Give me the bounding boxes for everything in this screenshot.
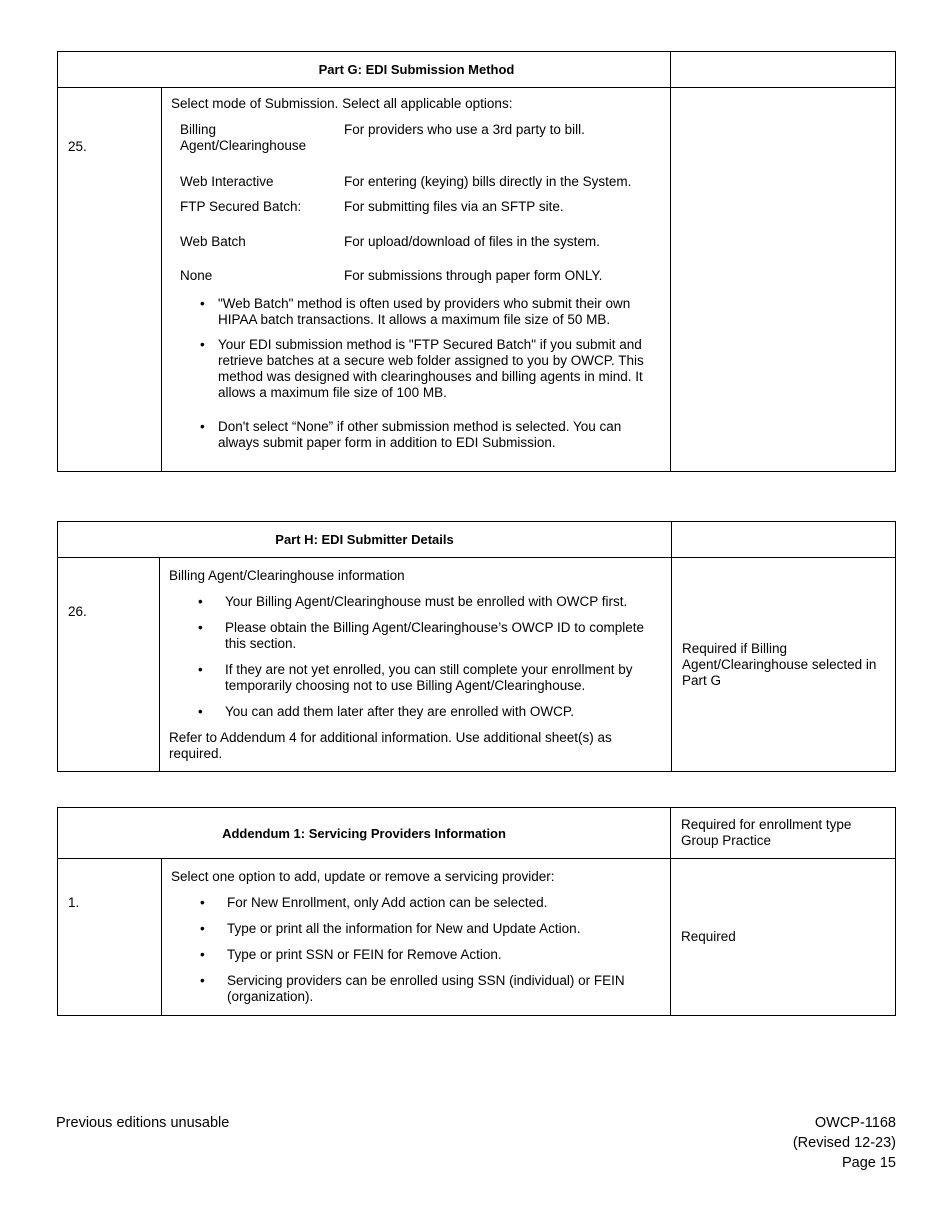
- list-item: • Please obtain the Billing Agent/Clearinghouse’s OWCP ID to complete this section.: [169, 620, 662, 652]
- part-g-intro: Select mode of Submission. Select all applicable options:: [171, 96, 513, 111]
- list-item: • Type or print all the information for New and Update Action.: [171, 921, 661, 937]
- mode-name: Web Batch: [180, 234, 246, 249]
- part-g-side: [671, 88, 896, 472]
- submission-modes: [171, 122, 661, 296]
- part-h-note: Refer to Addendum 4 for additional information. Use additional sheet(s) as required.: [169, 730, 612, 761]
- part-h-title: Part H: EDI Submitter Details: [58, 522, 672, 558]
- revision-date: (Revised 12-23): [792, 1135, 896, 1151]
- page-number: Page 15: [841, 1155, 896, 1171]
- addendum-1-title: Addendum 1: Servicing Providers Information: [58, 808, 671, 859]
- list-item: • Don't select “None” if other submission method is selected. You can always submit paper form in addition to EDI Submission.: [171, 419, 661, 451]
- part-h-content: [160, 558, 672, 772]
- list-item: • "Web Batch" method is often used by providers who submit their own HIPAA batch transactions. It allows a maximum file size of 50 MB.: [171, 296, 661, 328]
- mode-desc: For providers who use a 3rd party to bill.: [344, 122, 585, 137]
- item-number: 25.: [58, 88, 162, 472]
- footer-right: [793, 1113, 896, 1173]
- part-g-content: [162, 88, 671, 472]
- item-number: 1.: [58, 859, 162, 1016]
- addendum-1-bullets: [171, 895, 661, 1005]
- mode-name: Web Interactive: [180, 174, 274, 189]
- part-h-bullets: [169, 594, 662, 720]
- mode-name: Billing Agent/Clearinghouse: [180, 122, 307, 153]
- mode-name: FTP Secured Batch:: [180, 199, 302, 214]
- addendum-1-table: [57, 807, 896, 1016]
- mode-desc: For submissions through paper form ONLY.: [344, 268, 603, 283]
- part-h-intro: Billing Agent/Clearinghouse information: [169, 568, 405, 583]
- mode-desc: For submitting files via an SFTP site.: [344, 199, 564, 214]
- part-g-header-side: [671, 52, 896, 88]
- mode-desc: For entering (keying) bills directly in the System.: [344, 174, 632, 189]
- list-item: • Type or print SSN or FEIN for Remove Action.: [171, 947, 661, 963]
- item-number: 26.: [58, 558, 160, 772]
- list-item: • You can add them later after they are enrolled with OWCP.: [169, 704, 662, 720]
- part-g-bullets: [171, 296, 661, 451]
- part-h-table: [57, 521, 896, 772]
- part-h-header-side: [672, 522, 896, 558]
- list-item: • Servicing providers can be enrolled using SSN (individual) or FEIN (organization).: [171, 973, 661, 1005]
- addendum-1-intro: Select one option to add, update or remove a servicing provider:: [171, 869, 555, 884]
- form-number: OWCP-1168: [814, 1115, 896, 1131]
- part-g-title: Part G: EDI Submission Method: [58, 52, 671, 88]
- addendum-1-requirement: Required: [671, 859, 896, 1016]
- part-h-requirement: Required if Billing Agent/Clearinghouse selected in Part G: [672, 558, 896, 772]
- mode-name: None: [180, 268, 213, 283]
- mode-desc: For upload/download of files in the system.: [344, 234, 600, 249]
- part-g-table: [57, 51, 896, 472]
- footer-left: Previous editions unusable: [56, 1115, 230, 1131]
- list-item: • Your EDI submission method is "FTP Secured Batch" if you submit and retrieve batches at a secure web folder assigned to you by OWCP. This method was designed with clearinghouses and billing agents in mind. It allows a maximum file size of 100 MB.: [171, 337, 661, 401]
- addendum-1-content: [162, 859, 671, 1016]
- list-item: • If they are not yet enrolled, you can still complete your enrollment by temporarily choosing not to use Billing Agent/Clearinghouse.: [169, 662, 662, 694]
- addendum-1-header-requirement: Required for enrollment type Group Practice: [671, 808, 896, 859]
- list-item: • Your Billing Agent/Clearinghouse must be enrolled with OWCP first.: [169, 594, 662, 610]
- list-item: • For New Enrollment, only Add action can be selected.: [171, 895, 661, 911]
